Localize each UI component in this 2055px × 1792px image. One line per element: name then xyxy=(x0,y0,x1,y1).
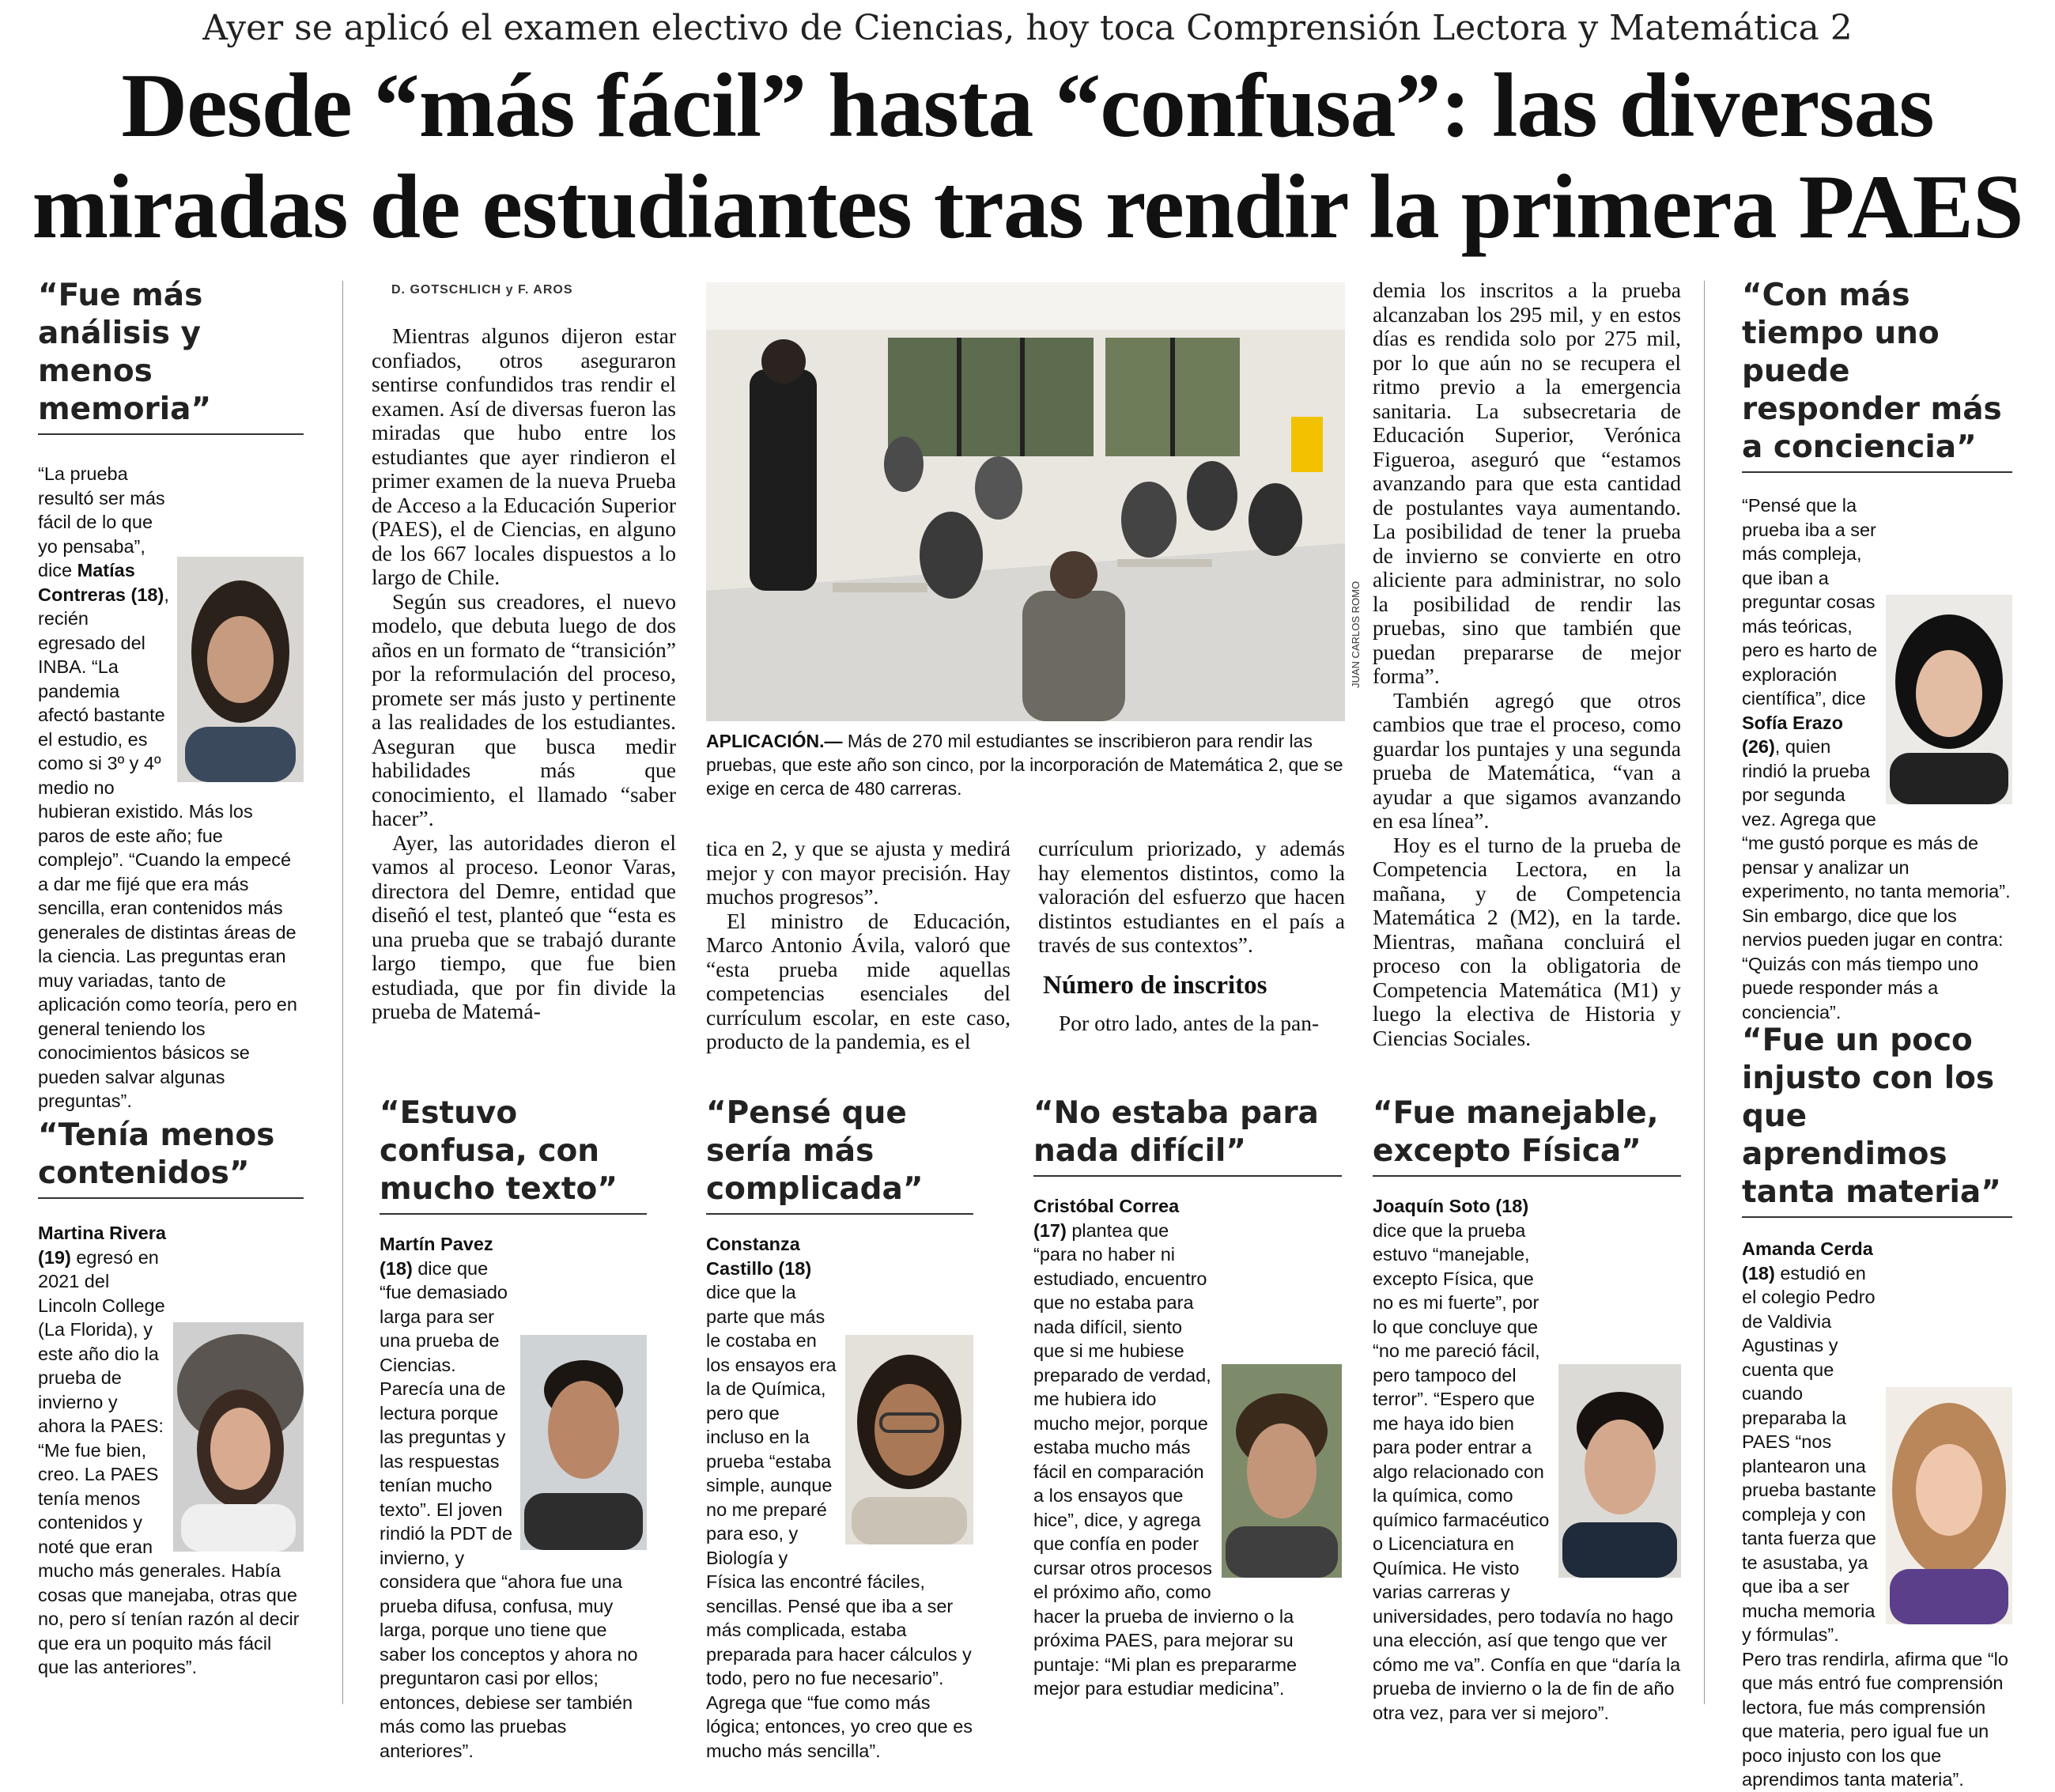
box-amanda xyxy=(1742,1022,2012,1792)
article-paragraph: Mientras algunos dijeron estar confiados, otros aseguraron sentirse confundidos tras rendir el examen. Así de diversas fueron las miradas que hubo entre los estudiantes que ayer rindieron el primer examen de la nueva Prueba de Acceso a la Educación Superior (PAES), el de Ciencias, en alguno de los 667 locales dispuestos a lo largo de Chile. xyxy=(372,323,676,589)
box-matias xyxy=(38,277,304,1113)
headline-line-2: miradas de estudiantes tras rendir la primera PAES xyxy=(32,157,2023,258)
box-text-post: dice que “fue demasiado larga para ser una prueba de Ciencias. Parecía una de lectura porque las preguntas y las respuestas tenían mucho texto”. El joven rindió la PDT de invierno, y considera que “ahora fue una prueba difusa, confusa, muy larga, porque uno tiene que saber los conceptos y ahora no preguntaron casi por ellos; entonces, debiese ser también más como las pruebas anteriores”. xyxy=(380,1257,638,1761)
portrait-cristobal xyxy=(1222,1364,1342,1578)
box-body xyxy=(1742,493,2012,1024)
box-quote: “No estaba para nada difícil” xyxy=(1033,1094,1342,1177)
photo-caption xyxy=(706,729,1345,800)
caption-label: APLICACIÓN.— xyxy=(706,731,843,751)
box-quote: “Estuvo confusa, con mucho texto” xyxy=(380,1094,647,1215)
box-name: Sofía Erazo (26) xyxy=(1742,712,1843,757)
box-name: Cristóbal Correa (17) xyxy=(1033,1196,1180,1241)
box-text-post: estudió en el colegio Pedro de Valdivia Agustinas y cuenta que cuando preparaba la PAES “nos plantearon una prueba bastante compleja y con tanta fuerza que te asustaba, ya que iba a ser mucha memoria y fórmulas”. Pero tras rendirla, afirma que “lo que más entró fue comprensión lectora, fue más comprensión que materia, pero igual fue un poco injusto con los que aprendimos tanta materia”. xyxy=(1742,1262,2008,1790)
box-name: Martina Rivera (19) xyxy=(38,1223,166,1268)
portrait-joaquin-image xyxy=(1558,1364,1681,1578)
box-martina xyxy=(38,1117,304,1680)
box-cristobal xyxy=(1033,1094,1342,1701)
article-paragraph: demia los inscritos a la prueba alcanzaban los 295 mil, y en estos días es rendida solo por 275 mil, por lo que aún no se recupera el ritmo previo a la emergencia sanitaria. La subsecretaria de Educación Superior, Verónica Figueroa, aseguró que “estamos avanzando para que esta cantidad de postulantes vaya aumentando. La posibilidad de tener la prueba de invierno se convierte en otro aliciente para administrar, no solo la posibilidad de rendir las pruebas, sino que también que puedan prepararse de mejor forma”. xyxy=(1373,278,1681,688)
article-paragraph: Hoy es el turno de la prueba de Competencia Lectora, en la mañana, y de Competencia Matemática 2 (M2), en la tarde. Mientras, mañana concluirá el proceso con la obligatoria de Competencia Matemática (M1) y luego la electiva de Historia y Ciencias Sociales. xyxy=(1373,832,1681,1050)
box-body xyxy=(1033,1194,1342,1701)
byline: D. GOTSCHLICH y F. AROS xyxy=(391,283,573,297)
box-body xyxy=(1742,1237,2012,1792)
portrait-martina-image xyxy=(173,1322,304,1552)
portrait-joaquin xyxy=(1558,1364,1681,1578)
article-paragraph: currículum priorizado, y además hay elementos distintos, como la valoración del esfuerzo que hacen distintos estudiantes en el país a través de sus contextos”. xyxy=(1038,836,1345,957)
box-text-post: , recién egresado del INBA. “La pandemia afectó bastante el estudio, es como si 3º y 4º medio no hubieran existido. Más los paros de este año; fue complejo”. “Cuando la empecé a dar me fijé que era más sencilla, eran contenidos más generales de distintas áreas de la ciencia. Las preguntas eran muy variadas, tanto de aplicación como teoría, pero en general teniendo los conocimientos básicos se pueden salvar algunas preguntas”. xyxy=(38,584,297,1111)
portrait-sofia xyxy=(1886,595,2012,804)
column-rule xyxy=(342,281,343,1704)
classroom-photo xyxy=(706,282,1345,721)
box-text-post: dice que la parte que más le costaba en los ensayos era la de Química, pero que incluso en la prueba “estaba simple, aunque no me preparé para eso, y Biología y Física las encontré fáciles, sencillas. Pensé que iba a ser más complicada, estaba preparada para hacer cálculos y todo, pero no fue necesario”. Agrega que “fue como más lógica; entonces, yo creo que es mucho más sencilla”. xyxy=(706,1282,973,1761)
box-quote: “Fue un poco injusto con los que aprendimos tanta materia” xyxy=(1742,1022,2012,1218)
portrait-amanda xyxy=(1886,1387,2012,1624)
box-body xyxy=(1373,1194,1681,1725)
box-joaquin xyxy=(1373,1094,1681,1725)
box-name: Amanda Cerda (18) xyxy=(1742,1238,1873,1284)
box-name: Martín Pavez (18) xyxy=(380,1234,493,1279)
article-col-1 xyxy=(372,324,676,1024)
box-quote: “Con más tiempo uno puede responder más a conciencia” xyxy=(1742,277,2012,473)
article-paragraph: Ayer, las autoridades dieron el vamos al proceso. Leonor Varas, directora del Demre, entidad que diseñó el test, planteó que “esta es una prueba que se trabajó durante largo tiempo, que fue bien estudiada, que por fin divide la prueba de Matemá- xyxy=(372,830,676,1023)
box-text-post: egresó en 2021 del Lincoln College (La Florida), y este año dio la prueba de invierno y ahora la PAES: “Me fue bien, creo. La PAES tenía menos contenidos y noté que eran mucho más generales. Había cosas que manejaba, otras que no, pero sí tenían razón al decir que era un poquito más fácil que las anteriores”. xyxy=(38,1246,300,1677)
article-paragraph: El ministro de Educación, Marco Antonio Ávila, valoró que “esta prueba mide aquellas competencias esenciales del currículum escolar, en este caso, producto de la pandemia, es el xyxy=(706,908,1011,1053)
article-col-4 xyxy=(1373,278,1681,1050)
article-paragraph: También agregó que otros cambios que trae el proceso, como guardar los puntajes y una segunda prueba de Matemática, “van a ayudar a que sigamos avanzando en esa línea”. xyxy=(1373,687,1681,833)
box-body xyxy=(38,1221,304,1680)
caption-text: Más de 270 mil estudiantes se inscribieron para rendir las pruebas, que este año son cinco, por la incorporación de Matemática 2, que se exige en cerca de 480 carreras. xyxy=(706,731,1343,799)
headline-line-1: Desde “más fácil” hasta “confusa”: las diversas xyxy=(121,55,1934,157)
box-text-post: , quien rindió la prueba por segunda vez. Agrega que “me gustó porque es más de pensar y analizar un experimento, no tanta memoria”. Sin embargo, dice que los nervios pueden jugar en contra: “Quizás con más tiempo uno puede responder más a conciencia”. xyxy=(1742,736,2011,1023)
portrait-martina xyxy=(173,1322,304,1552)
article-paragraph: Según sus creadores, el nuevo modelo, que debuta luego de dos años en un formato de “transición” por la reformulación del proceso, promete ser más justo y pertinente a las realidades de los estudiantes. Aseguran que busca medir habilidades más que conocimiento, el llamado “saber hacer”. xyxy=(372,588,676,830)
portrait-sofia-image xyxy=(1886,595,2012,804)
box-text-post: plantea que “para no haber ni estudiado, encuentro que no estaba para nada difícil, siento que si me hubiese preparado de verdad, me hubiera ido mucho mejor, porque estaba mucho más fácil en comparación a los ensayos que hice”, dice, y agrega que confía en poder cursar otros procesos el próximo año, como hacer la prueba de invierno o la próxima PAES, para mejorar su puntaje: “Mi plan es prepararme mejor para estudiar medicina”. xyxy=(1033,1219,1298,1699)
box-body xyxy=(380,1232,647,1763)
portrait-martin xyxy=(520,1335,647,1550)
classroom-photo-image xyxy=(706,282,1345,721)
portrait-cristobal-image xyxy=(1222,1364,1342,1578)
article-paragraph: Por otro lado, antes de la pan- xyxy=(1059,1011,1320,1035)
box-body xyxy=(706,1232,973,1763)
portrait-matias-image xyxy=(177,557,304,782)
portrait-matias xyxy=(177,557,304,782)
box-text-pre: “Pensé que la prueba iba a ser más compleja, que iban a preguntar cosas más teóricas, pero es harto de exploración científica”, dice xyxy=(1742,495,1878,709)
box-name: Matías Contreras (18) xyxy=(38,560,164,605)
box-quote: “Pensé que sería más complicada” xyxy=(706,1094,973,1215)
portrait-constanza-image xyxy=(845,1335,973,1544)
portrait-martin-image xyxy=(520,1335,647,1550)
box-constanza xyxy=(706,1094,973,1763)
box-quote: “Tenía menos contenidos” xyxy=(38,1117,304,1199)
portrait-amanda-image xyxy=(1886,1387,2012,1624)
box-body xyxy=(38,462,304,1113)
photo-credit: JUAN CARLOS ROMO xyxy=(1350,580,1362,688)
article-col-2 xyxy=(706,837,1011,1054)
portrait-constanza xyxy=(845,1335,973,1544)
box-text-pre: “La prueba resultó ser más fácil de lo que yo pensaba”, dice xyxy=(38,463,165,580)
box-quote: “Fue manejable, excepto Física” xyxy=(1373,1094,1681,1177)
box-name: Constanza Castillo (18) xyxy=(706,1234,812,1279)
box-martin xyxy=(380,1094,647,1763)
box-text-post: dice que la prueba estuvo “manejable, excepto Física, que no es mi fuerte”, por lo que concluye que “no me pareció fácil, pero tampoco del terror”. “Espero que me haya ido bien para poder entrar a algo relacionado con la química, como químico farmacéutico o Licenciatura en Química. He visto varias carreras y universidades, pero todavía no hago una elección, así que tengo que ver cómo me va”. Confía en que “daría la prueba de invierno o la de fin de año otra vez, para ver si mejoro”. xyxy=(1373,1219,1681,1723)
headline xyxy=(0,55,2055,258)
box-quote: “Fue más análisis y menos memoria” xyxy=(38,277,304,435)
kicker: Ayer se aplicó el examen electivo de Ciencias, hoy toca Comprensión Lectora y Matemática 2 xyxy=(202,8,1853,48)
box-name: Joaquín Soto (18) xyxy=(1373,1196,1529,1216)
column-rule xyxy=(1704,281,1705,1704)
article-paragraph: tica en 2, y que se ajusta y medirá mejor y con mayor precisión. Hay muchos progresos”. xyxy=(706,836,1011,909)
article-subhead: Número de inscritos xyxy=(1043,970,1267,1000)
article-col-3 xyxy=(1038,837,1345,1036)
box-sofia xyxy=(1742,277,2012,1024)
